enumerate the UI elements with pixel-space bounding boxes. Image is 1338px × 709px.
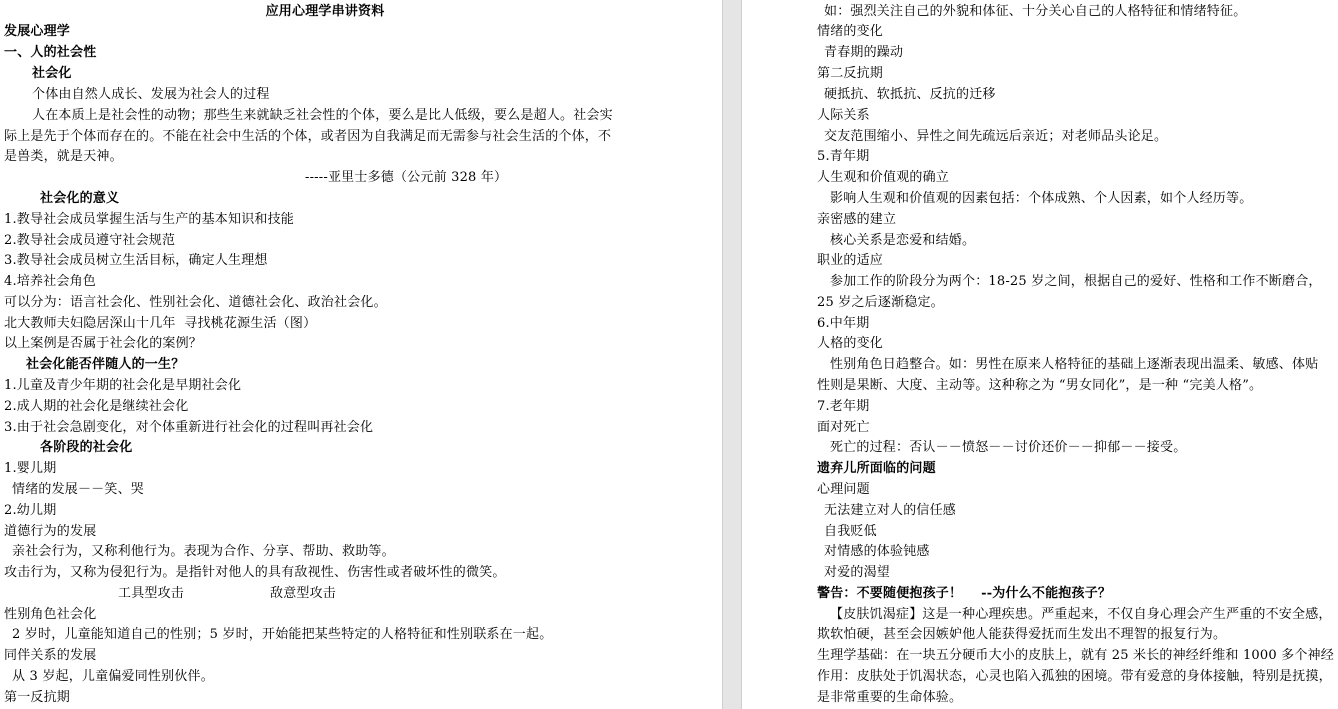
paragraph-line: 个体由自然人成长、发展为社会人的过程 (32, 87, 270, 102)
list-item: 2.成人期的社会化是继续社会化 (4, 399, 189, 414)
paragraph-line: 心理问题 (817, 482, 870, 497)
paragraph-line: 交友范围缩小、异性之间先疏远后亲近；对老师品头论足。 (824, 129, 1168, 144)
paragraph-line: 影响人生观和价值观的因素包括：个体成熟、个人因素，如个人经历等。 (830, 191, 1253, 206)
paragraph-line: 可以分为：语言社会化、性别社会化、道德社会化、政治社会化。 (4, 295, 387, 310)
list-item: 7.老年期 (817, 399, 870, 414)
paragraph-line: 性别角色社会化 (4, 607, 97, 622)
paragraph-line: 性则是果断、大度、主动等。这种称之为 “男女同化”，是一种 “完美人格”。 (817, 378, 1263, 393)
list-item: 自我贬低 (824, 524, 877, 539)
paragraph-line: 核心关系是恋爱和结婚。 (830, 233, 976, 248)
paragraph-line: 亲密感的建立 (817, 212, 897, 227)
paragraph-line: 25 岁之后逐渐稳定。 (817, 295, 944, 310)
section-heading: 一、人的社会性 (4, 45, 97, 60)
list-item: 1.婴儿期 (4, 461, 57, 476)
list-item: 1.教导社会成员掌握生活与生产的基本知识和技能 (4, 212, 295, 227)
quote-attribution: -----亚里士多德（公元前 328 年） (305, 170, 508, 185)
paragraph-line: 青春期的躁动 (824, 45, 904, 60)
paragraph-line: 道德行为的发展 (4, 524, 97, 539)
list-item: 3.由于社会急剧变化，对个体重新进行社会化的过程叫再社会化 (4, 420, 374, 435)
paragraph-line: 际上是先于个体而存在的。不能在社会中生活的个体，或者因为自我满足而无需参与社会生活的个体，不 (4, 129, 612, 144)
list-item: 无法建立对人的信任感 (824, 503, 957, 518)
paragraph-line: 【皮肤饥渴症】这是一种心理疾患。严重起来，不仅自身心理会产生严重的不安全感， (830, 607, 1332, 622)
paragraph-line: 职业的适应 (817, 253, 884, 268)
list-item: 6.中年期 (817, 316, 870, 331)
page-title: 应用心理学串讲资料 (265, 4, 385, 19)
paragraph-line: 2 岁时，儿童能知道自己的性别；5 岁时，开始能把某些特定的人格特征和性别联系在一起。 (12, 627, 553, 642)
paragraph-line: 北大教师夫妇隐居深山十几年 寻找桃花源生活（图） (4, 316, 317, 331)
paragraph-line: 生理学基础：在一块五分硬币大小的皮肤上，就有 25 米长的神经纤维和 1000 多个神经 (817, 648, 1334, 663)
paragraph-line: 是兽类，就是天神。 (4, 149, 123, 164)
paragraph-line: 参加工作的阶段分为两个：18-25 岁之间，根据自己的爱好、性格和工作不断磨合， (830, 274, 1322, 289)
paragraph-line: 第二反抗期 (817, 66, 884, 81)
list-item: 5.青年期 (817, 149, 870, 164)
paragraph-line: 欺软怕硬，甚至会因嫉妒他人能获得爱抚而生发出不理智的报复行为。 (817, 627, 1227, 642)
paragraph-line: 人在本质上是社会性的动物；那些生来就缺乏社会性的个体，要么是比人低级，要么是超人。社会实 (32, 108, 613, 123)
term-label: 敌意型攻击 (270, 586, 337, 601)
paragraph-line: 作用：皮肤处于饥渴状态，心灵也陷入孤独的困境。带有爱意的身体接触，特别是抚摸， (817, 669, 1332, 684)
paragraph-line: 同伴关系的发展 (4, 648, 97, 663)
list-item: 2.教导社会成员遵守社会规范 (4, 233, 176, 248)
paragraph-line: 亲社会行为，又称利他行为。表现为合作、分享、帮助、救助等。 (12, 544, 395, 559)
paragraph-line: 如：强烈关注自己的外貌和体征、十分关心自己的人格特征和情绪特征。 (824, 4, 1247, 19)
paragraph-line: 第一反抗期 (4, 690, 71, 705)
list-item: 3.教导社会成员树立生活目标，确定人生理想 (4, 253, 268, 268)
paragraph-line: 面对死亡 (817, 420, 870, 435)
paragraph-line: 人际关系 (817, 108, 870, 123)
paragraph-line: 情绪的变化 (817, 24, 884, 39)
paragraph-line: 攻击行为，又称为侵犯行为。是指针对他人的具有敌视性、伤害性或者破坏性的微笑。 (4, 565, 506, 580)
paragraph-line: 死亡的过程：否认－－愤怒－－讨价还价－－抑郁－－接受。 (830, 440, 1187, 455)
section-heading: 发展心理学 (4, 24, 71, 39)
document-page-right (742, 0, 1338, 709)
list-item: 1.儿童及青少年期的社会化是早期社会化 (4, 378, 242, 393)
subsection-heading: 各阶段的社会化 (40, 440, 133, 455)
paragraph-line: 硬抵抗、软抵抗、反抗的迁移 (824, 87, 996, 102)
page-gutter (722, 0, 742, 709)
paragraph-line: 情绪的发展－－笑、哭 (12, 482, 145, 497)
section-heading: 遗弃儿所面临的问题 (817, 461, 936, 476)
subsection-heading: 社会化能否伴随人的一生？ (26, 357, 185, 372)
list-item: 对爱的渴望 (824, 565, 891, 580)
paragraph-line: 是非常重要的生命体验。 (817, 690, 963, 705)
paragraph-line: 人生观和价值观的确立 (817, 170, 950, 185)
term-label: 工具型攻击 (118, 586, 185, 601)
list-item: 对情感的体验钝感 (824, 544, 930, 559)
paragraph-line: 以上案例是否属于社会化的案例？ (4, 336, 203, 351)
paragraph-line: 人格的变化 (817, 336, 884, 351)
subsection-heading: 社会化的意义 (40, 191, 120, 206)
warning-heading: 警告：不要随便抱孩子！ --为什么不能抱孩子？ (817, 586, 1112, 601)
list-item: 2.幼儿期 (4, 503, 57, 518)
paragraph-line: 从 3 岁起，儿童偏爱同性别伙伴。 (12, 669, 214, 684)
subsection-heading: 社会化 (32, 66, 72, 81)
list-item: 4.培养社会角色 (4, 274, 97, 289)
paragraph-line: 性别角色日趋整合。如：男性在原来人格特征的基础上逐渐表现出温柔、敏感、体贴 (830, 357, 1319, 372)
